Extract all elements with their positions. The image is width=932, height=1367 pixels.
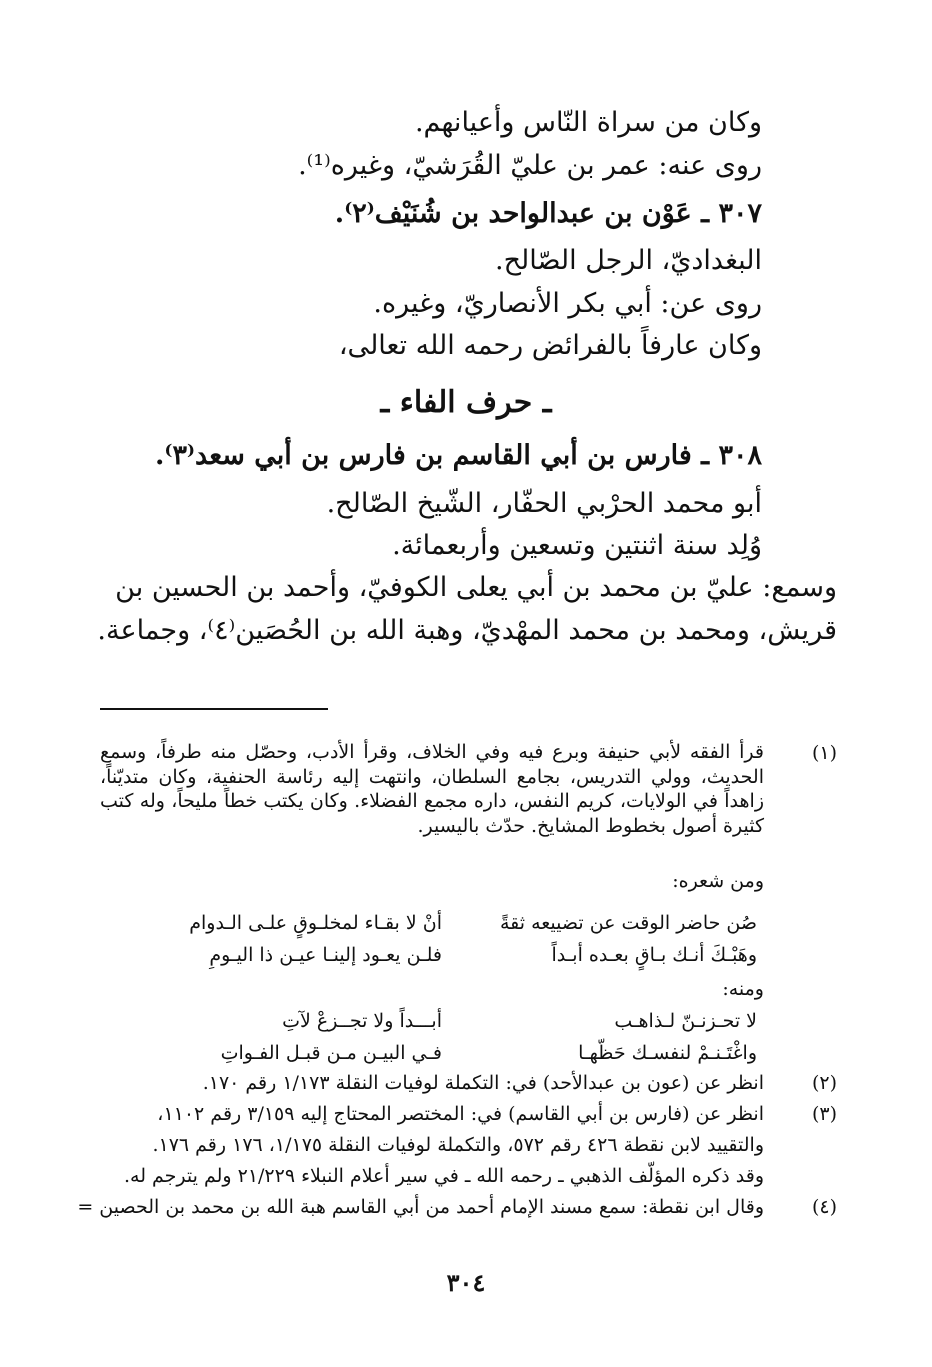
footnote-separator bbox=[100, 708, 328, 710]
verse-hemistich: لا تحـزنـنّ لـذاهـب bbox=[614, 1010, 757, 1032]
verse-hemistich: فلـن يعـود إلينـا عيـن ذا اليـومِ bbox=[209, 944, 442, 966]
verse-hemistich: صُن حاضر الوقت عن تضييعه ثقةً bbox=[499, 912, 757, 934]
footnote-text: انظر عن (فارس بن أبي القاسم) في: المختصر المحتاج إليه ٣/١٥٩ رقم ١١٠٢، bbox=[157, 1103, 764, 1125]
section-heading: ـ حرف الفاء ـ bbox=[380, 385, 552, 420]
footnote-text: ومن شعره: bbox=[672, 870, 764, 892]
footnote-text: ومنه: bbox=[722, 978, 764, 1000]
text-line: وُلِد سنة اثنتين وتسعين وأربعمائة. bbox=[392, 530, 762, 561]
footnote-number: (٤) bbox=[811, 1196, 837, 1218]
footnote-number: (٣) bbox=[811, 1103, 837, 1125]
verse-hemistich: واغْتَـنـمْ لنفسـك حَظّهـا bbox=[578, 1042, 757, 1064]
footnote-text: قرأ الفقه لأبي حنيفة وبرع فيه وفي الخلاف، وقرأ الأدب، وحصّل منه طرفاً، وسمع الحديث، وولي التدريس، بجامع السلطان، وانتهت إليه رئاسة الحنفية، وكان متديّناً، زاهداً في الولايات، كريم النفس، داره مجمع الفضلاء. وكان يكتب خطاً مليحاً، وله كتب كثيرة أصول بخطوط المشايخ. حدّث باليسير. bbox=[100, 741, 764, 838]
page-number: ٣٠٤ bbox=[446, 1268, 486, 1297]
entry-heading-307: ٣٠٧ ـ عَوْن بن عبدالواحد بن شُنَيْف⁽٢⁾. bbox=[334, 198, 762, 229]
text-line: وكان عارفاً بالفرائض رحمه الله تعالى، bbox=[338, 330, 762, 361]
text-line: أبو محمد الحرْبي الحفّار، الشّيخ الصّالح. bbox=[326, 488, 762, 519]
verse-hemistich: أنْ لا بقـاء لمخلـوقٍ علـى الـدوام bbox=[189, 912, 442, 934]
text-line: روى عنه: عمر بن عليّ القُرَشيّ، وغيره⁽¹⁾. bbox=[298, 150, 762, 181]
footnote-text: والتقييد لابن نقطة ٤٢٦ رقم ٥٧٢، والتكملة لوفيات النقلة ١/١٧٥، ١٧٦ رقم ١٧٦. bbox=[152, 1134, 764, 1156]
footnote-number: (١) bbox=[811, 742, 837, 764]
footnote-text: انظر عن (عون بن عبدالأحد) في: التكملة لوفيات النقلة ١/١٧٣ رقم ١٧٠. bbox=[202, 1072, 764, 1094]
entry-heading-308: ٣٠٨ ـ فارس بن أبي القاسم بن فارس بن أبي سعد⁽٣⁾. bbox=[155, 440, 762, 471]
text-line: قريش، ومحمد بن محمد المهْديّ، وهبة الله بن الحُصَين⁽٤⁾، وجماعة. bbox=[97, 615, 837, 646]
footnote-number: (٢) bbox=[811, 1072, 837, 1094]
text-line: البغداديّ، الرجل الصّالح. bbox=[495, 245, 762, 276]
text-line: وسمع: عليّ بن محمد بن أبي يعلى الكوفيّ، وأحمد بن الحسين بن bbox=[115, 572, 837, 603]
footnote-text: وقال ابن نقطة: سمع مسند الإمام أحمد من أبي القاسم هبة الله بن محمد بن الحصين = bbox=[77, 1196, 764, 1218]
verse-hemistich: أبـــداً ولا تجــزعْ لآتِ bbox=[282, 1010, 442, 1032]
footnote-text: وقد ذكره المؤلّف الذهبي ـ رحمه الله ـ في سير أعلام النبلاء ٢١/٢٢٩ ولم يترجم له. bbox=[123, 1165, 764, 1187]
verse-hemistich: فـي البيـن مـن قبـل الفـواتِ bbox=[220, 1042, 442, 1064]
text-line: وكان من سراة النّاس وأعيانهم. bbox=[414, 107, 762, 138]
text-line: روى عن: أبي بكر الأنصاريّ، وغيره. bbox=[373, 288, 762, 319]
verse-hemistich: وهَبْـكَ أنـك بـاقٍ بعـده أبـداً bbox=[551, 944, 757, 966]
